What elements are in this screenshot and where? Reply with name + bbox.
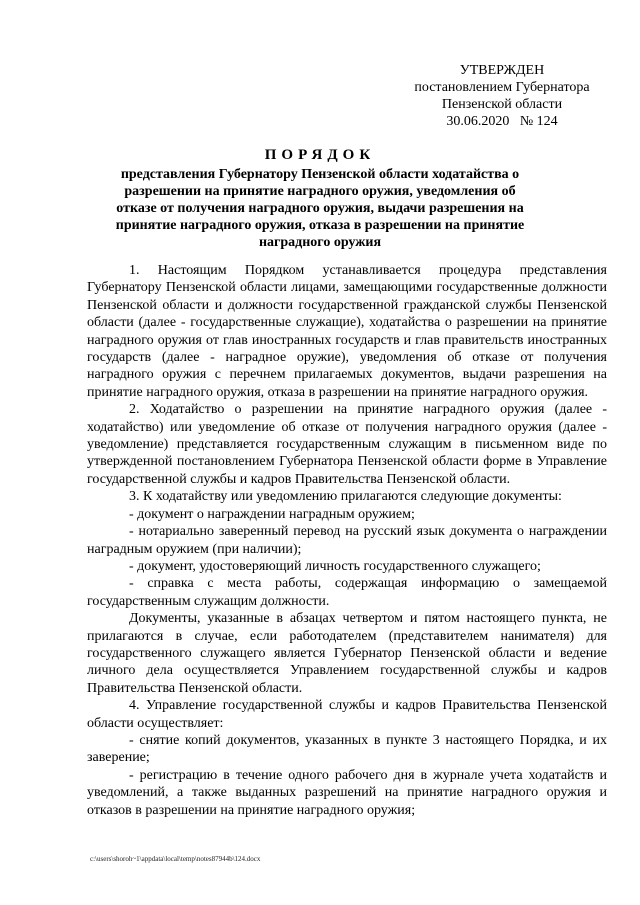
list-item: - справка с места работы, содержащая информацию о замещаемой государственным служащим должности. xyxy=(87,576,607,609)
list-item: - регистрацию в течение одного рабочего дня в журнале учета ходатайств и уведомлений, а также выданных разрешений на принятие наградного оружия и отказов в разрешении на принятие наградного оружия; xyxy=(87,767,607,818)
approval-stamp xyxy=(402,62,602,130)
document-title: ПОРЯДОК xyxy=(264,147,376,163)
list-item: - документ, удостоверяющий личность государственного служащего; xyxy=(129,558,541,574)
list-item: - документ о награждении наградным оружием; xyxy=(129,506,415,522)
paragraph: 1. Настоящим Порядком устанавливается процедура представления Губернатору Пензенской области лицами, замещающими государственные должности Пензенской области и должности государственной гражданской службы Пензенской области (далее - государственные служащие), ходатайства о разрешении на принятие наградного оружия от глав иностранных государств и глав правительств иностранных государств (далее - наградное оружие), уведомления об отказе от получения наградного оружия с перечнем прилагаемых документов, выдачи разрешения на принятие наградного оружия, отказа в разрешении на принятие наградного оружия. xyxy=(87,263,607,400)
file-path-footer: c:\users\shoroh~1\appdata\local\temp\notes87944b\124.docx xyxy=(90,855,261,863)
approval-heading: УТВЕРЖДЕН xyxy=(459,63,545,78)
approval-date-number: 30.06.2020 № 124 xyxy=(446,114,558,129)
list-item: - снятие копий документов, указанных в пункте 3 настоящего Порядка, и их заверение; xyxy=(87,732,607,766)
paragraph: 3. К ходатайству или уведомлению прилагаются следующие документы: xyxy=(129,489,562,505)
approval-line: Пензенской области xyxy=(441,97,563,112)
paragraph: 4. Управление государственной службы и кадров Правительства Пензенской области осуществляет: xyxy=(87,698,607,731)
document-body xyxy=(87,262,607,819)
list-item: - нотариально заверенный перевод на русский язык документа о награждении наградным оружием (при наличии); xyxy=(87,524,607,557)
paragraph: Документы, указанные в абзацах четвертом и пятом настоящего пункта, не прилагаются в случае, если работодателем (представителем нанимателя) для государственного служащего является Губернатор Пензенской области и ведение личного дела осуществляется Управлением государственной службы и кадров Правительства Пензенской области. xyxy=(87,611,607,696)
paragraph: 2. Ходатайство о разрешении на принятие наградного оружия (далее - ходатайство) или уведомление об отказе от получения наградного оружия (далее - уведомление) представляется государственным служащим в письменном виде по утвержденной постановлением Губернатора Пензенской области форме в Управление государственной службы и кадров Правительства Пензенской области. xyxy=(87,402,607,487)
approval-line: постановлением Губернатора xyxy=(414,80,590,95)
document-subtitle: представления Губернатору Пензенской области ходатайства о разрешении на принятие наградного оружия, уведомления об отказе от получения наградного оружия, выдачи разрешения на принятие наградного оружия, отказа в разрешении на принятие наградного оружия xyxy=(115,167,525,250)
